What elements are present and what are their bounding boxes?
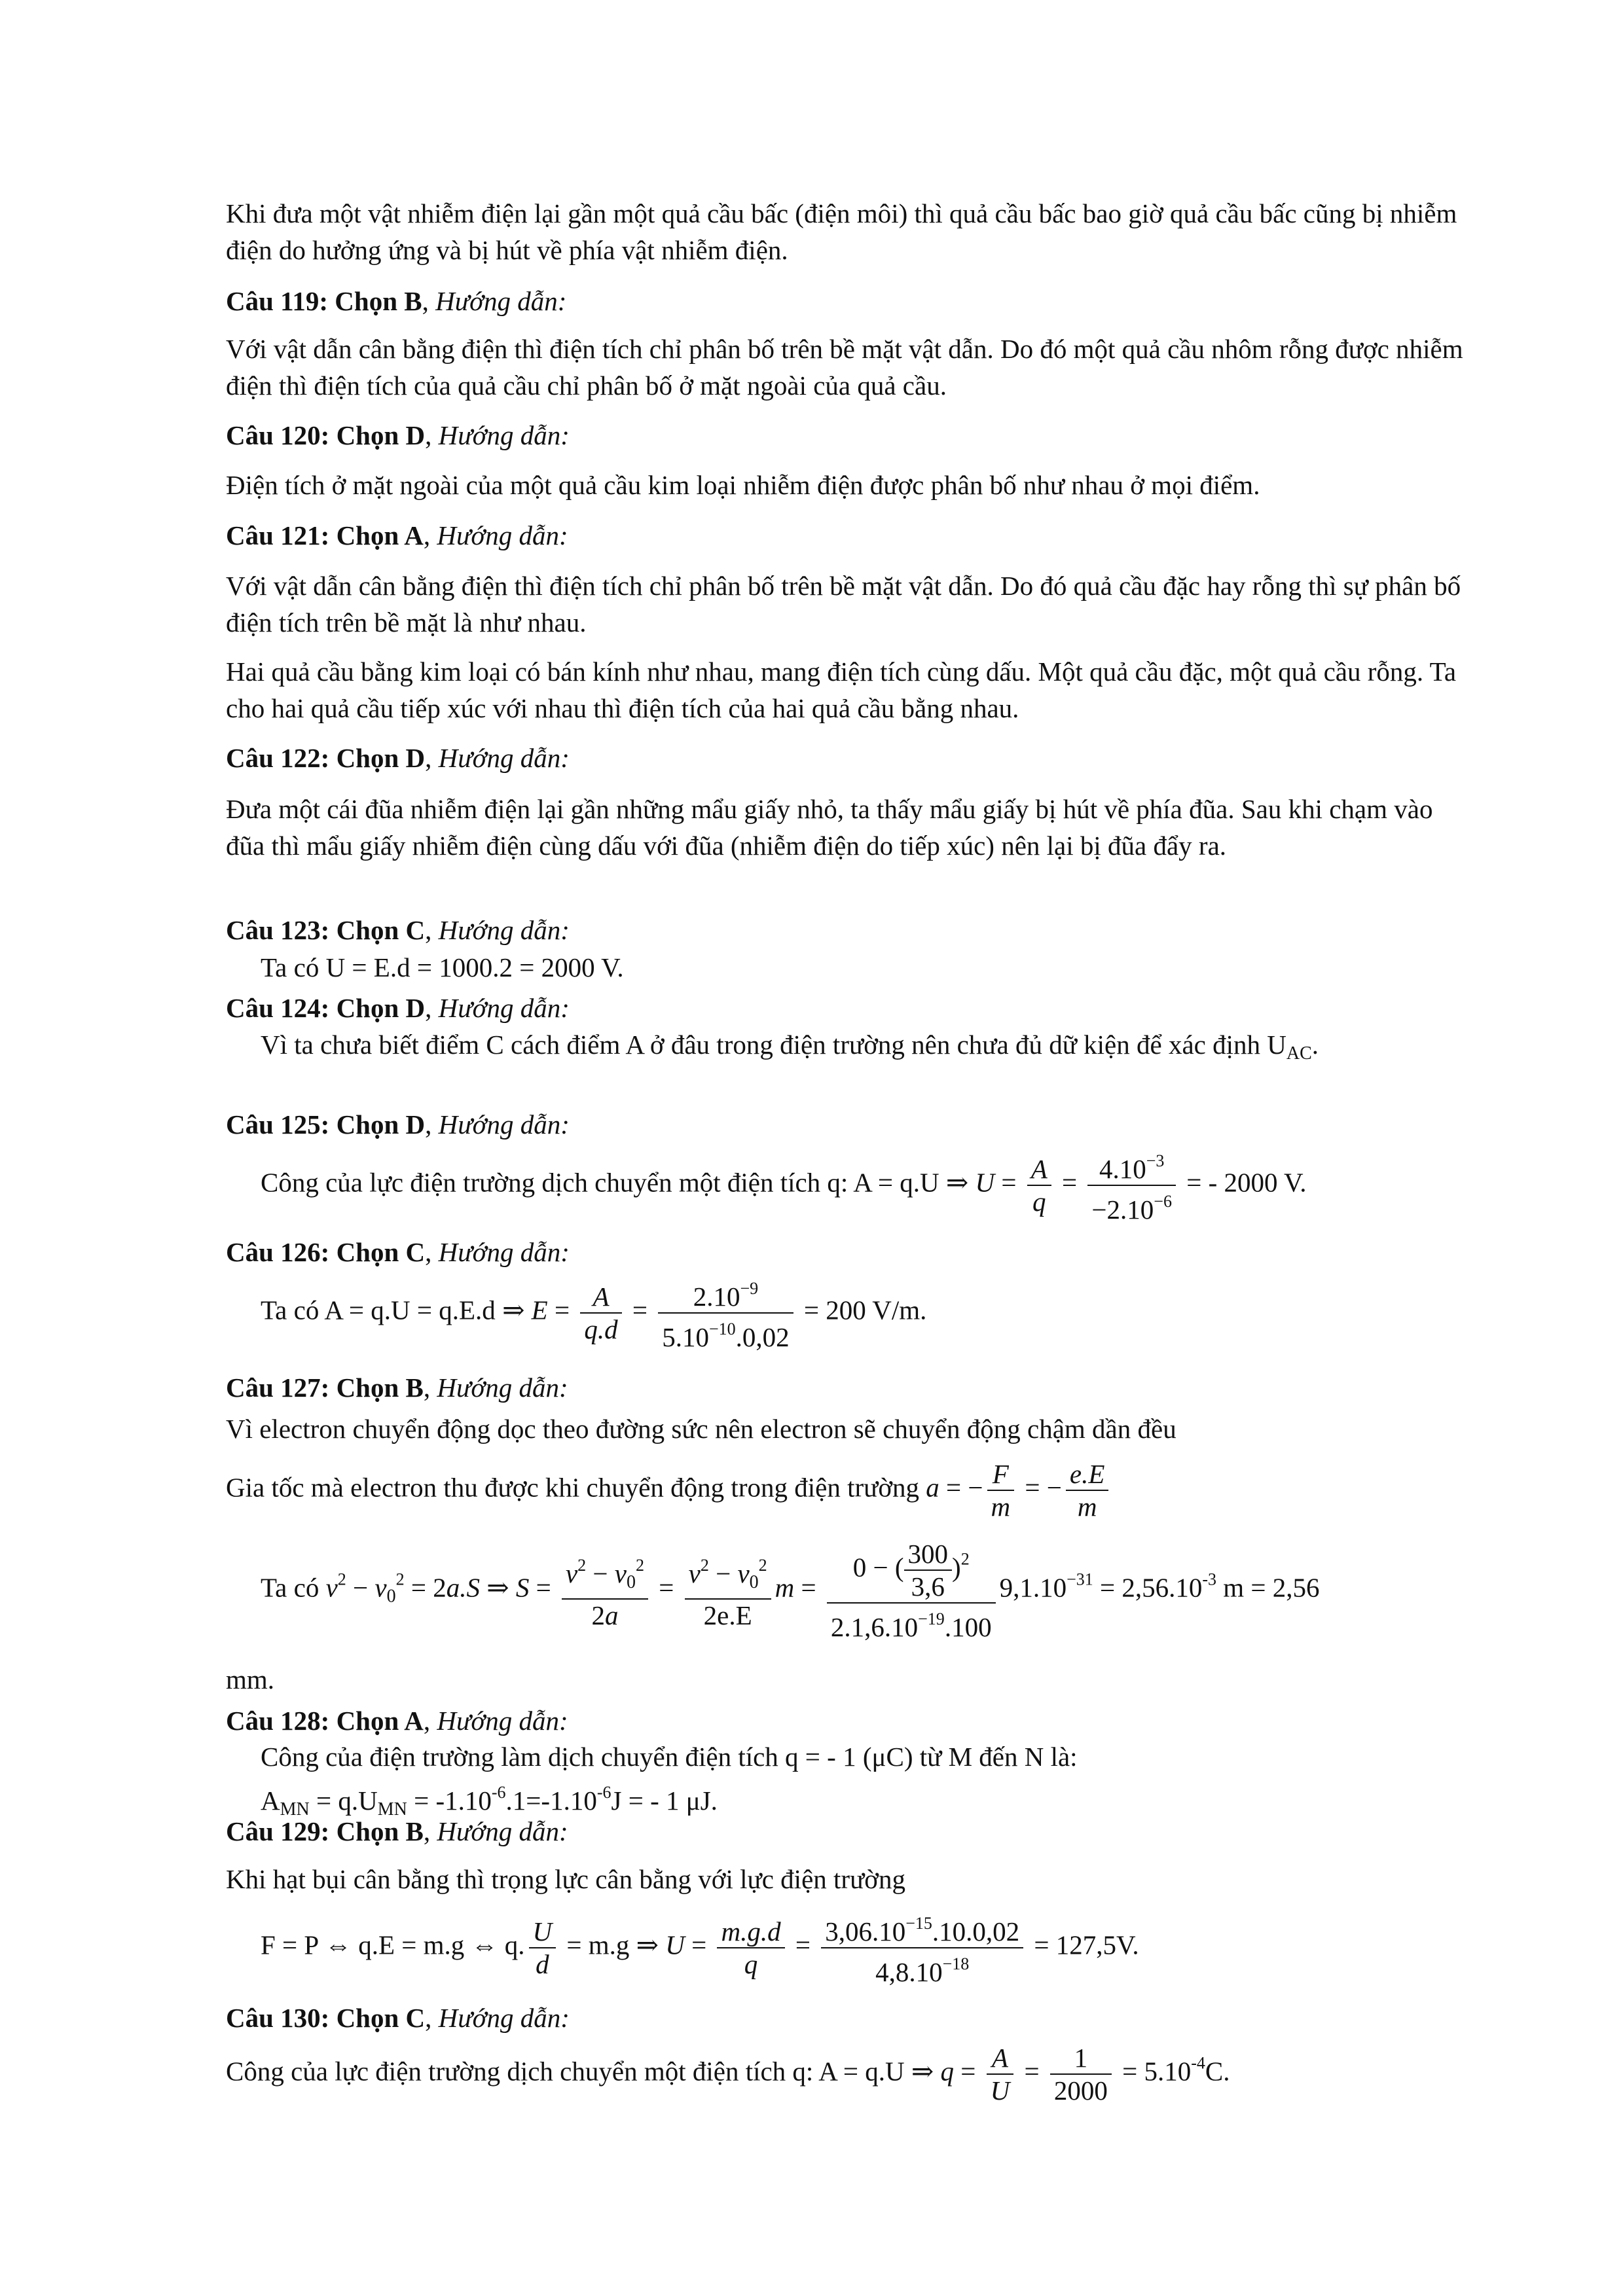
answer-heading-128: Câu 128: Chọn A, Hướng dẫn: xyxy=(226,1706,568,1736)
formula-130: Công của lực điện trường dịch chuyển một điện tích q: A = q.U ⇒ q = $\frac{A}{U}$ = $\frac{1}{2000}$ = $5.10^{-4}C$. xyxy=(226,2043,1230,2106)
answer-text-120: Điện tích ở mặt ngoài của một quả cầu kim loại nhiễm điện được phân bố như nhau ở mọi điểm. xyxy=(226,470,1260,500)
answer-text-124: Vì ta chưa biết điểm C cách điểm A ở đâu trong điện trường nên chưa đủ dữ kiện để xác định $U_{AC}$. xyxy=(261,1030,1319,1064)
answer-text-127: Vì electron chuyển động dọc theo đường sức nên electron sẽ chuyển động chậm dần đều xyxy=(226,1414,1176,1444)
answer-heading-127: Câu 127: Chọn B, Hướng dẫn: xyxy=(226,1372,568,1403)
answer-text-129: Khi hạt bụi cân bằng thì trọng lực cân bằng với lực điện trường xyxy=(226,1864,905,1894)
formula-126: Ta có A = q.U = q.E.d ⇒ E = $\frac{A}{q.d}$ = $\frac{2.10^{-9}}{5.10^{-10}.0,02}$ = 200 V/m. xyxy=(261,1273,1467,1353)
answer-text-122: Đưa một cái đũa nhiễm điện lại gần những mẩu giấy nhỏ, ta thấy mẩu giấy bị hút về phía đũa. Sau khi chạm vào đũa thì mẩu giấy nhiễm điện cùng dấu với đũa (nhiễm điện do tiếp xúc) nên lại bị đũa đẩy ra. xyxy=(226,794,1433,861)
answer-heading-122: Câu 122: Chọn D, Hướng dẫn: xyxy=(226,743,570,773)
answer-heading-119: Câu 119: Chọn B, Hướng dẫn: xyxy=(226,286,567,316)
answer-text-121: Với vật dẫn cân bằng điện thì điện tích chỉ phân bố trên bề mặt vật dẫn. Do đó quả cầu đặc hay rỗng thì sự phân bố điện tích trên bề mặt là như nhau. xyxy=(226,571,1461,637)
answer-heading-125: Câu 125: Chọn D, Hướng dẫn: xyxy=(226,1109,570,1139)
intro-paragraph: Khi đưa một vật nhiễm điện lại gần một quả cầu bấc (điện môi) thì quả cầu bấc bao giờ quả cầu bấc cũng bị nhiễm điện do hưởng ứng và bị hút về phía vật nhiễm điện. xyxy=(226,198,1457,265)
answer-text-121b: Hai quả cầu bằng kim loại có bán kính như nhau, mang điện tích cùng dấu. Một quả cầu đặc, một quả cầu rỗng. Ta cho hai quả cầu tiếp xúc với nhau thì điện tích của hai quả cầu bằng nhau. xyxy=(226,656,1457,723)
answer-heading-121: Câu 121: Chọn A, Hướng dẫn: xyxy=(226,520,568,550)
answer-text-123: Ta có U = E.d = 1000.2 = 2000 V. xyxy=(261,952,624,982)
answer-heading-124: Câu 124: Chọn D, Hướng dẫn: xyxy=(226,993,570,1023)
answer-text-127-wrap: mm. xyxy=(226,1664,275,1695)
answer-heading-120: Câu 120: Chọn D, Hướng dẫn: xyxy=(226,420,570,450)
formula-125: Công của lực điện trường dịch chuyển một điện tích q: A = q.U ⇒ U = $\frac{A}{q}$ = $\frac{4.10^{-3}}{-2.10^{-6}}$ = - 2000 V. xyxy=(261,1145,1467,1225)
answer-heading-123: Câu 123: Chọn C, Hướng dẫn: xyxy=(226,915,570,945)
answer-heading-126: Câu 126: Chọn C, Hướng dẫn: xyxy=(226,1237,570,1267)
answer-heading-129: Câu 129: Chọn B, Hướng dẫn: xyxy=(226,1816,568,1846)
answer-text-119: Với vật dẫn cân bằng điện thì điện tích chỉ phân bố trên bề mặt vật dẫn. Do đó một quả cầu nhôm rỗng được nhiễm điện thì điện tích của quả cầu chỉ phân bố ở mặt ngoài của quả cầu. xyxy=(226,334,1463,401)
answer-text-128: Công của điện trường làm dịch chuyển điện tích q = - 1 (μC) từ M đến N là: xyxy=(261,1742,1078,1772)
answer-text-128-line2: $A_{MN} = q.U_{MN} = -1.10^{-6}.1=-1.10^{-6}J$ = - 1 μJ. xyxy=(261,1783,718,1820)
formula-127-accel: Gia tốc mà electron thu được khi chuyển động trong điện trường a = − $\frac{F}{m}$ = − $\frac{e.E}{m}$ xyxy=(226,1458,1432,1522)
formula-129: F = P ⇔ q.E = m.g ⇔ q. $\frac{U}{d}$ = m.g ⇒ U = $\frac{m.g.d}{q}$ = $\frac{3,06.10^{-15}.10.0,02}{4,8.10^{-18}}$ = 127,5V. xyxy=(261,1908,1467,1988)
answer-heading-130: Câu 130: Chọn C, Hướng dẫn: xyxy=(226,2003,570,2033)
formula-127-distance: Ta có $v^2 - v_0^2 = 2a.S$ ⇒ S = $\frac{v^2 - v_0^2}{2a}$ = $\frac{v^2 - v_0^2}{2e.E}$ m = 0 − ( $\frac{300}{3,6}$ )$^2$ $2.1,6.10^{-19}.100$ $9,1.10^{-31} = 2,56.10^{-3}$ m = 2,56 xyxy=(261,1539,1320,1642)
